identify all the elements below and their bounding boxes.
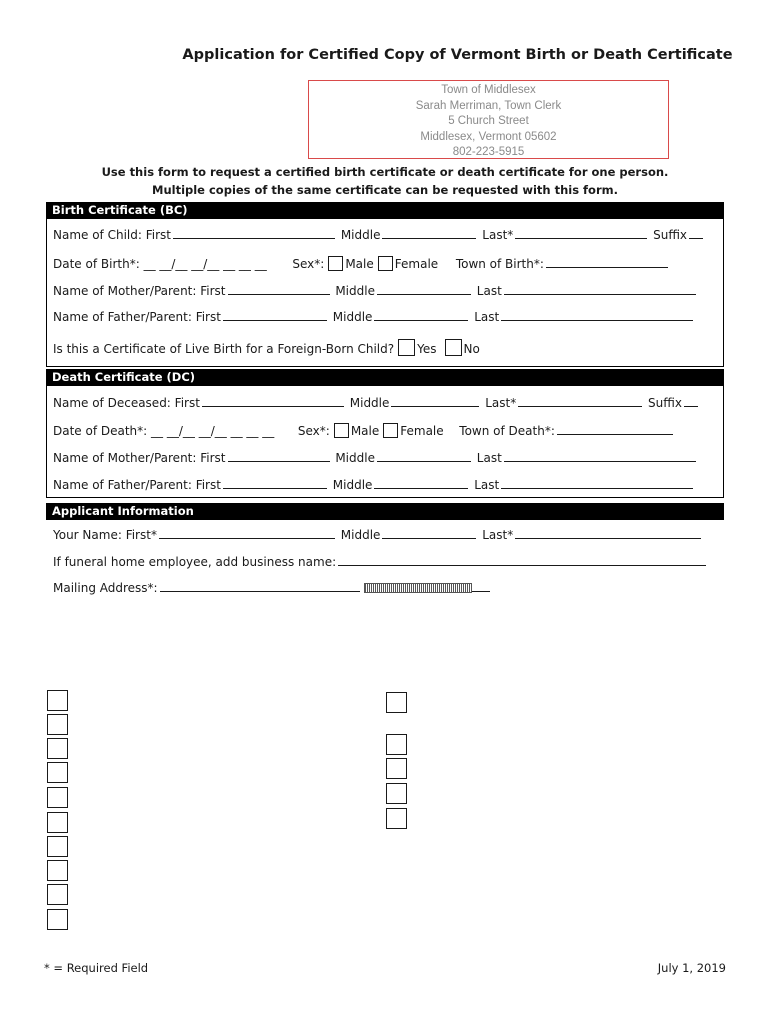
birth-female-label: Female bbox=[394, 257, 439, 271]
deceased-first-field[interactable] bbox=[202, 395, 344, 407]
funeral-home-label: If funeral home employee, add business name: bbox=[53, 555, 337, 569]
town-clerk-address-box bbox=[308, 80, 669, 159]
option-checkbox[interactable] bbox=[47, 690, 68, 711]
child-suffix-label: Suffix bbox=[653, 228, 688, 242]
birth-father-first-label: Name of Father/Parent: First bbox=[53, 310, 221, 324]
option-checkbox[interactable] bbox=[386, 692, 407, 713]
applicant-name-row bbox=[53, 527, 703, 542]
birth-mother-last-label: Last bbox=[476, 284, 502, 298]
applicant-middle-label: Middle bbox=[340, 528, 381, 542]
mailing-address-field-tail[interactable] bbox=[472, 580, 490, 592]
child-first-label: Name of Child: First bbox=[53, 228, 171, 242]
death-female-label: Female bbox=[400, 424, 444, 438]
deceased-first-label: Name of Deceased: First bbox=[53, 396, 200, 410]
birth-section-heading: Birth Certificate (BC) bbox=[46, 202, 724, 219]
deceased-middle-field[interactable] bbox=[391, 395, 479, 407]
option-checkbox[interactable] bbox=[386, 734, 407, 755]
option-checkbox[interactable] bbox=[47, 738, 68, 759]
birth-mother-first-label: Name of Mother/Parent: First bbox=[53, 284, 226, 298]
foreign-no-label: No bbox=[463, 342, 480, 356]
option-checkbox[interactable] bbox=[47, 714, 68, 735]
town-of-death-field[interactable] bbox=[557, 423, 673, 435]
death-section-heading: Death Certificate (DC) bbox=[46, 369, 724, 386]
birth-mother-last-field[interactable] bbox=[504, 283, 696, 295]
birth-child-name-row bbox=[53, 227, 705, 242]
dod-field[interactable]: __ __/__ __/__ __ __ __ bbox=[151, 424, 275, 438]
death-female-checkbox[interactable] bbox=[383, 423, 398, 438]
death-father-first-label: Name of Father/Parent: First bbox=[53, 478, 221, 492]
applicant-first-label: Your Name: First* bbox=[53, 528, 157, 542]
death-male-checkbox[interactable] bbox=[334, 423, 349, 438]
town-of-death-label: Town of Death*: bbox=[459, 424, 555, 438]
birth-mother-middle-field[interactable] bbox=[377, 283, 471, 295]
required-field-note: * = Required Field bbox=[44, 961, 149, 975]
town-of-birth-field[interactable] bbox=[546, 256, 668, 268]
birth-father-last-field[interactable] bbox=[501, 309, 693, 321]
death-male-label: Male bbox=[350, 424, 380, 438]
death-deceased-name-row bbox=[53, 395, 700, 410]
death-father-last-label: Last bbox=[474, 478, 500, 492]
deceased-last-field[interactable] bbox=[518, 395, 642, 407]
form-title: Application for Certified Copy of Vermont Birth or Death Certificate bbox=[182, 47, 733, 63]
option-checkbox[interactable] bbox=[386, 783, 407, 804]
child-middle-label: Middle bbox=[340, 228, 381, 242]
deceased-suffix-label: Suffix bbox=[648, 396, 682, 410]
clerk-town: Town of Middlesex bbox=[441, 84, 536, 96]
option-checkbox[interactable] bbox=[47, 909, 68, 930]
child-suffix-field[interactable] bbox=[689, 227, 703, 239]
birth-sex-label: Sex*: bbox=[292, 257, 325, 271]
funeral-home-field[interactable] bbox=[338, 554, 706, 566]
birth-date-row bbox=[53, 256, 670, 271]
child-last-field[interactable] bbox=[515, 227, 647, 239]
applicant-last-field[interactable] bbox=[515, 527, 701, 539]
child-last-label: Last* bbox=[482, 228, 514, 242]
mailing-address-label: Mailing Address*: bbox=[53, 581, 158, 595]
birth-father-middle-field[interactable] bbox=[374, 309, 468, 321]
intro-line-2: Multiple copies of the same certificate can be requested with this form. bbox=[152, 183, 618, 197]
birth-father-row bbox=[53, 309, 695, 324]
foreign-no-checkbox[interactable] bbox=[445, 339, 462, 356]
child-first-field[interactable] bbox=[173, 227, 335, 239]
option-checkbox[interactable] bbox=[47, 762, 68, 783]
applicant-first-field[interactable] bbox=[159, 527, 335, 539]
clerk-name: Sarah Merriman, Town Clerk bbox=[415, 99, 562, 112]
birth-female-checkbox[interactable] bbox=[378, 256, 393, 271]
death-sex-label: Sex*: bbox=[297, 424, 330, 438]
death-father-row bbox=[53, 477, 695, 492]
garbled-glyphs-placeholder bbox=[364, 583, 472, 593]
mailing-address-field[interactable] bbox=[160, 580, 360, 592]
applicant-middle-field[interactable] bbox=[382, 527, 476, 539]
dob-label: Date of Birth*: bbox=[53, 257, 140, 271]
dod-label: Date of Death*: bbox=[53, 424, 148, 438]
death-father-last-field[interactable] bbox=[501, 477, 693, 489]
birth-male-checkbox[interactable] bbox=[328, 256, 343, 271]
deceased-middle-label: Middle bbox=[349, 396, 390, 410]
birth-mother-middle-label: Middle bbox=[335, 284, 375, 298]
clerk-city: Middlesex, Vermont 05602 bbox=[420, 130, 557, 143]
death-date-row bbox=[53, 423, 675, 438]
form-revision-date: July 1, 2019 bbox=[657, 961, 726, 975]
death-mother-row bbox=[53, 450, 698, 465]
birth-father-first-field[interactable] bbox=[223, 309, 327, 321]
clerk-street: 5 Church Street bbox=[448, 115, 529, 127]
option-checkbox[interactable] bbox=[47, 812, 68, 833]
option-checkbox[interactable] bbox=[47, 860, 68, 881]
death-father-first-field[interactable] bbox=[223, 477, 327, 489]
death-mother-middle-field[interactable] bbox=[377, 450, 471, 462]
dob-field[interactable]: __ __/__ __/__ __ __ __ bbox=[143, 257, 267, 271]
applicant-last-label: Last* bbox=[482, 528, 514, 542]
birth-father-last-label: Last bbox=[474, 310, 500, 324]
deceased-suffix-field[interactable] bbox=[684, 395, 698, 407]
foreign-born-question: Is this a Certificate of Live Birth for a Foreign-Born Child? bbox=[53, 342, 395, 356]
death-father-middle-field[interactable] bbox=[374, 477, 468, 489]
option-checkbox[interactable] bbox=[47, 836, 68, 857]
foreign-yes-label: Yes bbox=[417, 342, 437, 356]
death-mother-last-label: Last bbox=[476, 451, 502, 465]
death-father-middle-label: Middle bbox=[332, 478, 373, 492]
intro-line-1: Use this form to request a certified birth certificate or death certificate for one person. bbox=[101, 165, 669, 179]
deceased-last-label: Last* bbox=[485, 396, 517, 410]
town-of-birth-label: Town of Birth*: bbox=[455, 257, 544, 271]
option-checkbox[interactable] bbox=[386, 758, 407, 779]
mailing-address-row bbox=[53, 580, 492, 595]
death-mother-last-field[interactable] bbox=[504, 450, 696, 462]
option-checkbox[interactable] bbox=[386, 808, 407, 829]
option-checkbox[interactable] bbox=[47, 884, 68, 905]
death-mother-first-label: Name of Mother/Parent: First bbox=[53, 451, 226, 465]
clerk-phone: 802-223-5915 bbox=[452, 146, 525, 158]
birth-mother-row bbox=[53, 283, 698, 298]
death-mother-first-field[interactable] bbox=[228, 450, 330, 462]
foreign-yes-checkbox[interactable] bbox=[398, 339, 415, 356]
foreign-born-row bbox=[53, 339, 480, 356]
death-mother-middle-label: Middle bbox=[335, 451, 375, 465]
applicant-section-heading: Applicant Information bbox=[46, 503, 724, 520]
funeral-home-row bbox=[53, 554, 708, 569]
birth-father-middle-label: Middle bbox=[332, 310, 373, 324]
birth-mother-first-field[interactable] bbox=[228, 283, 330, 295]
birth-male-label: Male bbox=[345, 257, 374, 271]
option-checkbox[interactable] bbox=[47, 787, 68, 808]
child-middle-field[interactable] bbox=[382, 227, 476, 239]
